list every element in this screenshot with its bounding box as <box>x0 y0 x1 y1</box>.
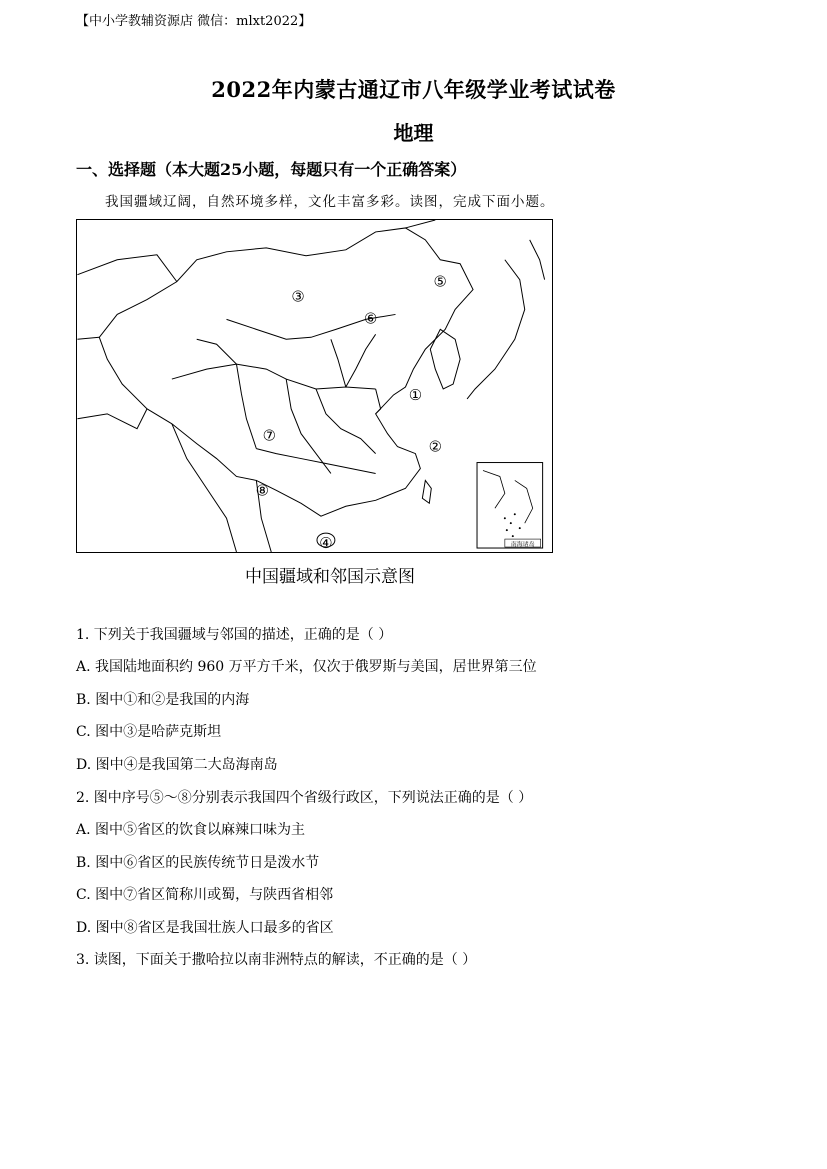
question-3-stem: 3. 读图，下面关于撒哈拉以南非洲特点的解读，不正确的是（ ） <box>76 952 477 968</box>
marker-6: ⑥ <box>363 309 378 328</box>
china-map <box>76 219 553 553</box>
header-note: 【中小学教辅资源店 微信：mlxt2022】 <box>76 14 312 29</box>
question-1-stem: 1. 下列关于我国疆域与邻国的描述，正确的是（ ） <box>76 627 393 643</box>
marker-7: ⑦ <box>262 426 276 445</box>
exam-subject: 地理 <box>393 121 434 145</box>
question-2-option-b: B. 图中⑥省区的民族传统节日是泼水节 <box>76 855 320 871</box>
question-2-option-c: C. 图中⑦省区简称川或蜀，与陕西省相邻 <box>76 887 334 903</box>
question-2-option-a: A. 图中⑤省区的饮食以麻辣口味为主 <box>76 822 306 838</box>
inset-label: 南海诸岛 <box>510 541 535 549</box>
marker-4: ④ <box>319 534 333 552</box>
question-1-option-a: A. 我国陆地面积约 960 万平方千米，仅次于俄罗斯与美国，居世界第三位 <box>76 659 537 675</box>
marker-1: ① <box>408 385 423 404</box>
section-heading: 一、选择题（本大题25小题，每题只有一个正确答案） <box>76 160 467 179</box>
china-map-drawing <box>77 220 552 552</box>
question-1-option-d: D. 图中④是我国第二大岛海南岛 <box>76 757 278 773</box>
question-2-stem: 2. 图中序号⑤～⑧分别表示我国四个省级行政区，下列说法正确的是（ ） <box>76 790 533 806</box>
south-china-sea-inset <box>477 463 543 548</box>
section-intro: 我国疆域辽阔，自然环境多样，文化丰富多彩。读图，完成下面小题。 <box>105 194 555 210</box>
question-1-option-b: B. 图中①和②是我国的内海 <box>76 692 250 708</box>
question-2-option-d: D. 图中⑧省区是我国壮族人口最多的省区 <box>76 920 334 936</box>
marker-8: ⑧ <box>255 481 270 500</box>
exam-title: 2022年内蒙古通辽市八年级学业考试试卷 <box>211 77 616 102</box>
map-caption: 中国疆域和邻国示意图 <box>245 567 415 587</box>
question-1-option-c: C. 图中③是哈萨克斯坦 <box>76 724 222 740</box>
marker-5: ⑤ <box>433 272 447 291</box>
marker-2: ② <box>428 437 442 456</box>
marker-3: ③ <box>291 287 305 306</box>
